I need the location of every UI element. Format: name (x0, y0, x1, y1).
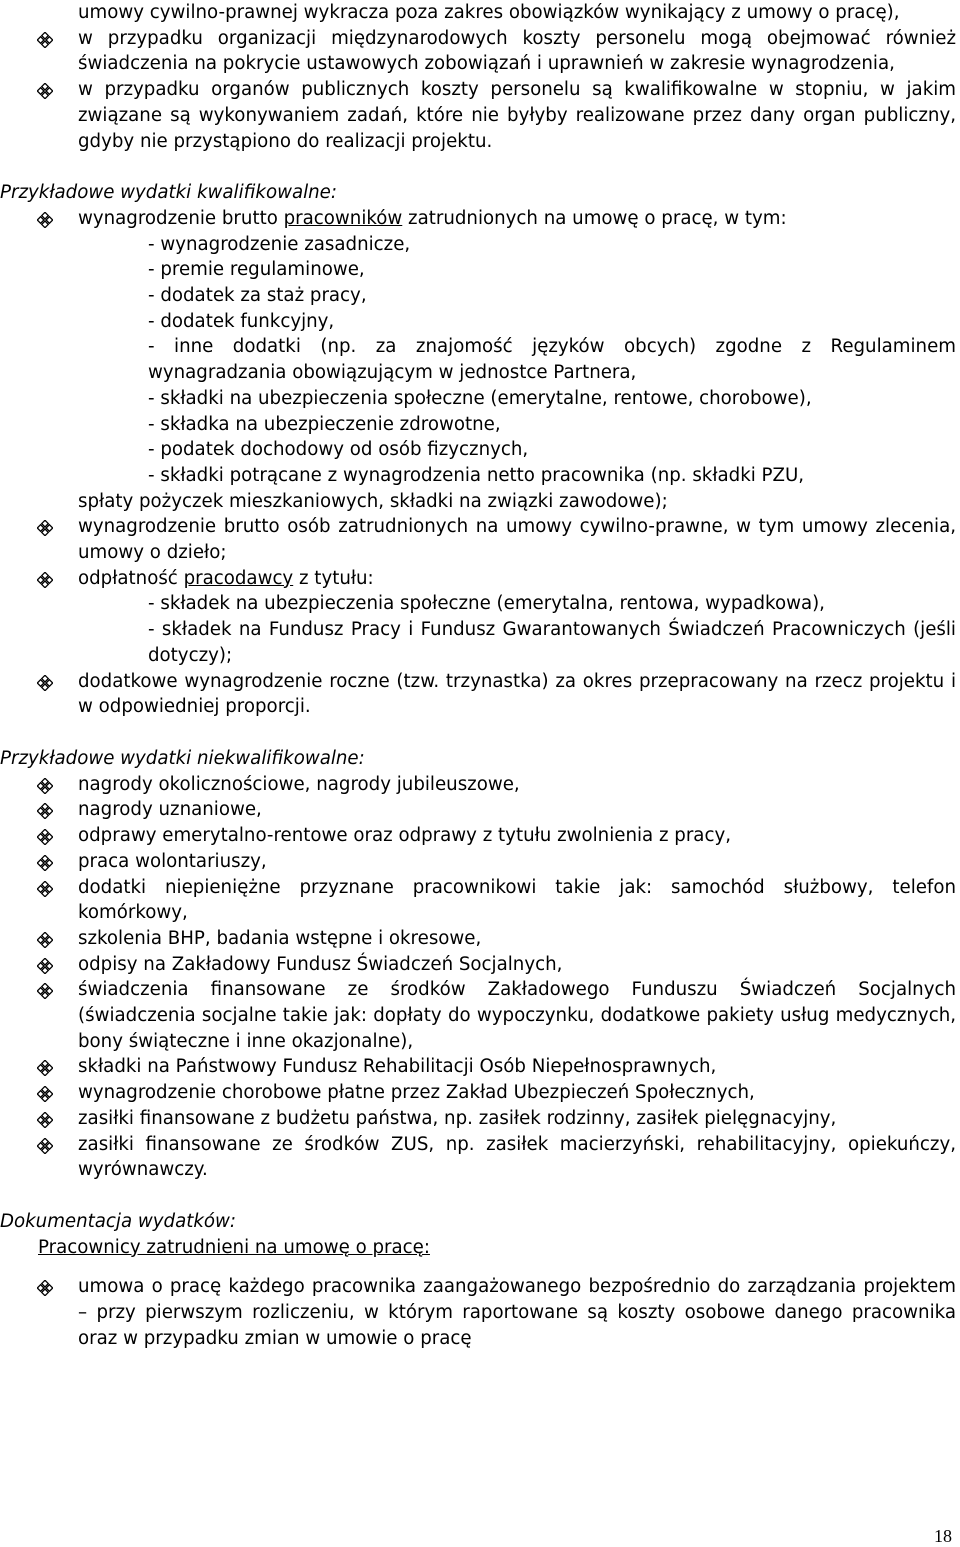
list-item-text: wynagrodzenie chorobowe płatne przez Zakład Ubezpieczeń Społecznych, (78, 1082, 755, 1104)
list-item (0, 926, 956, 952)
sub-item: - składki na ubezpieczenia społeczne (emerytalne, rentowe, chorobowe), (148, 387, 812, 409)
sub-item: - składek na ubezpieczenia społeczne (emerytalna, rentowa, wypadkowa), (148, 593, 825, 615)
list-item-text: wynagrodzenie brutto pracowników zatrudnionych na umowę o pracę, w tym: (78, 207, 787, 229)
diamond-bullet-icon (37, 1280, 53, 1296)
list-item (0, 797, 956, 823)
sub-item: - składek na Fundusz Pracy i Fundusz Gwarantowanych Świadczeń Pracowniczych (jeśli dotyczy); (148, 619, 956, 666)
sub-item: - składka na ubezpieczenie zdrowotne, (148, 413, 501, 435)
list-item (0, 849, 956, 875)
list-item-text: umowa o pracę każdego pracownika zaangażowanego bezpośrednio do zarządzania projektem – przy pierwszym rozliczeniu, w którym raportowane są koszty osobowe danego pracownika oraz w przypadku zmian w umowie o pracę (78, 1276, 956, 1349)
diamond-bullet-icon (37, 32, 53, 48)
list-item-text: w przypadku organów publicznych koszty personelu są kwalifikowalne w stopniu, w jakim związane są wykonywaniem zadań, które nie byłyby realizowane przez dany organ publiczny, gdyby nie przystąpiono do realizacji projektu. (78, 79, 956, 152)
list-item-text: świadczenia finansowane ze środków Zakładowego Funduszu Świadczeń Socjalnych (świadczenia socjalne takie jak: dopłaty do wypoczynku, dodatkowe pakiety usług medycznych, bony świąteczne i inne okazjonalne), (78, 979, 956, 1052)
diamond-bullet-icon (37, 1086, 53, 1102)
list-item (0, 1080, 956, 1106)
ineligible-heading: Przykładowe wydatki niekwalifikowalne: (0, 747, 365, 769)
diamond-bullet-icon (37, 958, 53, 974)
sub-item-continuation: spłaty pożyczek mieszkaniowych, składki na związki zawodowe); (78, 490, 668, 512)
diamond-bullet-icon (37, 983, 53, 999)
diamond-bullet-icon (37, 520, 53, 536)
list-item-text: praca wolontariuszy, (78, 850, 267, 872)
list-item-text: nagrody okolicznościowe, nagrody jubileuszowe, (78, 773, 520, 795)
list-item-text: w przypadku organizacji międzynarodowych koszty personelu mogą obejmować również świadczenia na pokrycie ustawowych zobowiązań i uprawnień w zakresie wynagrodzenia, (78, 27, 956, 75)
link-pracownikow: pracowników (283, 207, 403, 229)
diamond-bullet-icon (37, 572, 53, 588)
list-item (0, 952, 956, 978)
list-item (0, 1274, 956, 1351)
list-item-text: dodatki niepieniężne przyznane pracownikowi takie jak: samochód służbowy, telefon komórkowy, (78, 876, 956, 924)
diamond-bullet-icon (37, 855, 53, 871)
sub-item: - dodatek funkcyjny, (148, 310, 335, 332)
list-item (0, 26, 956, 77)
list-item (0, 669, 956, 720)
list-item (0, 1106, 956, 1132)
sub-item: - wynagrodzenie zasadnicze, (148, 233, 411, 255)
sub-item: - inne dodatki (np. za znajomość języków obcych) zgodne z Regulaminem wynagradzania obowiązującym w jednostce Partnera, (148, 336, 956, 384)
diamond-bullet-icon (37, 1112, 53, 1128)
diamond-bullet-icon (37, 83, 53, 99)
diamond-bullet-icon (37, 1138, 53, 1154)
diamond-bullet-icon (37, 212, 53, 228)
list-item-text: wynagrodzenie brutto osób zatrudnionych na umowy cywilno-prawne, w tym umowy zlecenia, umowy o dzieło; (78, 516, 956, 564)
list-item-text: zasiłki finansowane z budżetu państwa, np. zasiłek rodzinny, zasiłek pielęgnacyjny, (78, 1107, 837, 1129)
documentation-heading: Dokumentacja wydatków: (0, 1210, 237, 1232)
list-item (0, 206, 956, 232)
list-item (0, 1054, 956, 1080)
documentation-subheading: Pracownicy zatrudnieni na umowę o pracę: (38, 1236, 430, 1258)
list-item-text: nagrody uznaniowe, (78, 799, 262, 821)
link-pracodawcy: pracodawcy (183, 567, 294, 589)
diamond-bullet-icon (37, 881, 53, 897)
sub-item: - premie regulaminowe, (148, 259, 365, 281)
page-number: 18 (934, 1526, 952, 1546)
list-item (0, 77, 956, 154)
list-item-text: szkolenia BHP, badania wstępne i okresowe, (78, 927, 482, 949)
diamond-bullet-icon (37, 778, 53, 794)
sub-item: - składki potrącane z wynagrodzenia netto pracownika (np. składki PZU, (148, 464, 805, 486)
list-item (0, 1132, 956, 1183)
diamond-bullet-icon (37, 829, 53, 845)
diamond-bullet-icon (37, 932, 53, 948)
list-item-text: dodatkowe wynagrodzenie roczne (tzw. trzynastka) za okres przepracowany na rzecz projektu i w odpowiedniej proporcji. (78, 670, 956, 718)
list-item (0, 977, 956, 1054)
diamond-bullet-icon (37, 675, 53, 691)
list-item-text: odpisy na Zakładowy Fundusz Świadczeń Socjalnych, (78, 953, 563, 975)
list-item (0, 823, 956, 849)
diamond-bullet-icon (37, 1060, 53, 1076)
intro-top-line: umowy cywilno-prawnej wykracza poza zakres obowiązków wynikający z umowy o pracę), (78, 2, 900, 23)
sub-item: - podatek dochodowy od osób fizycznych, (148, 439, 529, 461)
list-item (0, 875, 956, 926)
list-item-text: odprawy emerytalno-rentowe oraz odprawy z tytułu zwolnienia z pracy, (78, 825, 731, 847)
list-item (0, 514, 956, 565)
list-item-text: odpłatność pracodawcy z tytułu: (78, 567, 374, 589)
eligible-heading: Przykładowe wydatki kwalifikowalne: (0, 182, 337, 204)
list-item (0, 566, 956, 592)
list-item (0, 772, 956, 798)
list-item-text: zasiłki finansowane ze środków ZUS, np. zasiłek macierzyński, rehabilitacyjny, opiekuńczy, wyrównawczy. (78, 1133, 956, 1181)
diamond-bullet-icon (37, 803, 53, 819)
sub-item: - dodatek za staż pracy, (148, 285, 367, 307)
list-item-text: składki na Państwowy Fundusz Rehabilitacji Osób Niepełnosprawnych, (78, 1056, 717, 1078)
